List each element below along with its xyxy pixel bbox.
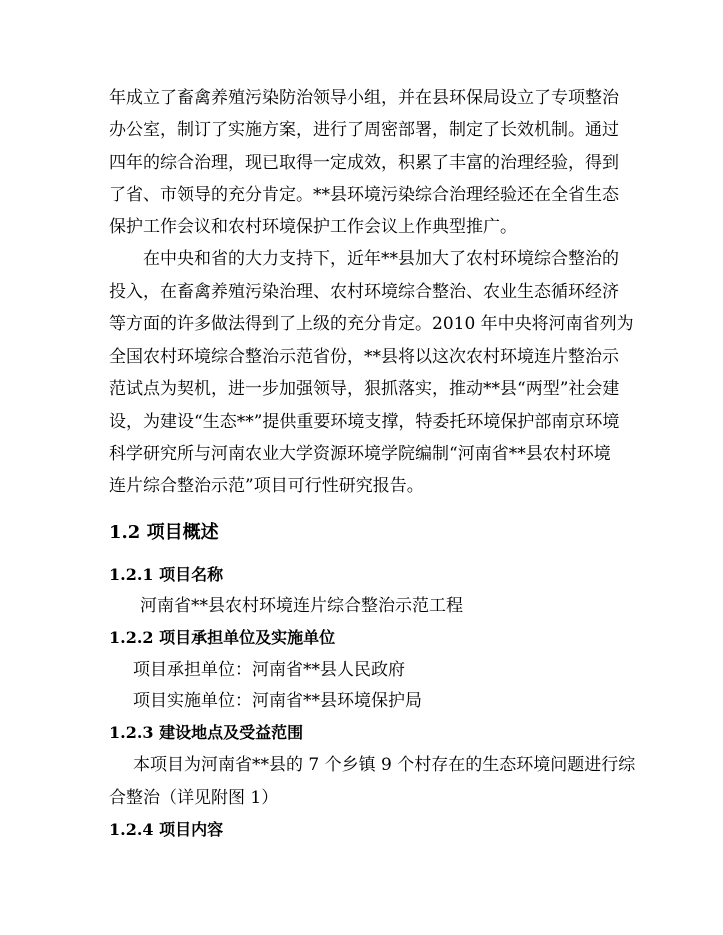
undertaker-text: 项目承担单位：河南省**县人民政府 bbox=[133, 660, 405, 680]
location-line-1: 本项目为河南省**县的 7 个乡镇 9 个村存在的生态环境问题进行综 bbox=[133, 755, 636, 775]
paragraph2-line-8: 连片综合整治示范”项目可行性研究报告。 bbox=[109, 476, 424, 496]
paragraph2-line-6: 设，为建设“生态**”提供重要环境支撑，特委托环境保护部南京环境 bbox=[109, 412, 620, 432]
paragraph2-line-1: 在中央和省的大力支持下，近年**县加大了农村环境综合整治的 bbox=[143, 249, 619, 269]
paragraph1-line-4: 了省、市领导的充分肯定。**县环境污染综合治理经验还在全省生态 bbox=[109, 185, 619, 205]
section-heading-1-2-1: 1.2.1 项目名称 bbox=[109, 565, 224, 584]
paragraph2-line-3: 等方面的许多做法得到了上级的充分肯定。2010 年中央将河南省列为 bbox=[109, 314, 634, 334]
project-name-text: 河南省**县农村环境连片综合整治示范工程 bbox=[140, 596, 463, 616]
paragraph1-line-2: 办公室，制订了实施方案，进行了周密部署，制定了长效机制。通过 bbox=[109, 120, 619, 140]
paragraph2-line-7: 科学研究所与河南农业大学资源环境学院编制“河南省**县农村环境 bbox=[109, 444, 611, 464]
section-heading-1-2: 1.2 项目概述 bbox=[109, 522, 219, 543]
section-heading-1-2-4: 1.2.4 项目内容 bbox=[109, 820, 224, 839]
paragraph1-line-3: 四年的综合治理，现已取得一定成效，积累了丰富的治理经验，得到 bbox=[109, 153, 619, 173]
paragraph1-line-5: 保护工作会议和农村环境保护工作会议上作典型推广。 bbox=[109, 217, 517, 237]
section-heading-1-2-3: 1.2.3 建设地点及受益范围 bbox=[109, 723, 304, 742]
paragraph2-line-2: 投入，在畜禽养殖污染治理、农村环境综合整治、农业生态循环经济 bbox=[109, 282, 619, 302]
implementer-text: 项目实施单位：河南省**县环境保护局 bbox=[133, 691, 422, 711]
paragraph2-line-4: 全国农村环境综合整治示范省份，**县将以这次农村环境连片整治示 bbox=[109, 347, 619, 367]
location-line-2: 合整治（详见附图 1） bbox=[109, 788, 279, 808]
section-heading-1-2-2: 1.2.2 项目承担单位及实施单位 bbox=[109, 628, 336, 647]
paragraph2-line-5: 范试点为契机，进一步加强领导，狠抓落实，推动**县“两型”社会建 bbox=[109, 379, 620, 399]
paragraph1-line-1: 年成立了畜禽养殖污染防治领导小组，并在县环保局设立了专项整治 bbox=[109, 88, 619, 108]
